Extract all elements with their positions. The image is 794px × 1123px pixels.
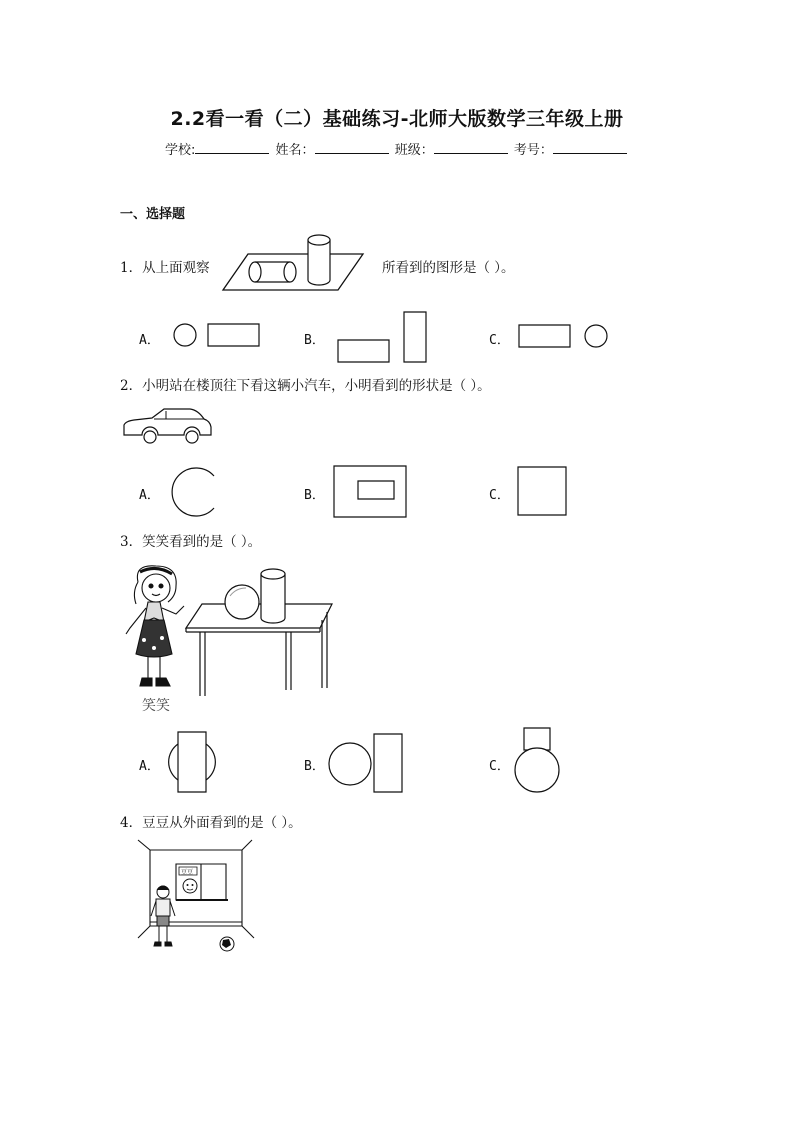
exam-no-blank[interactable] (553, 140, 627, 154)
q3-option-c-figure[interactable] (512, 726, 562, 796)
question-4-number: 4． (120, 815, 143, 831)
question-3-stem: 笑笑看到的是（ ）。 (142, 534, 262, 550)
question-2-number: 2． (120, 378, 143, 394)
q3-option-a-label[interactable]: A． (139, 759, 160, 774)
question-4-text (120, 811, 302, 831)
question-1-stem-b: 所看到的图形是（ ）。 (382, 260, 515, 276)
question-1-stem-a: 从上面观察 (142, 260, 210, 276)
q1-option-c-figure[interactable] (517, 323, 612, 349)
q2-option-c-figure[interactable] (517, 466, 569, 518)
q2-option-a-figure[interactable] (166, 466, 218, 518)
exam-no-label: 考号： (513, 143, 553, 158)
girl-illustration (126, 566, 184, 686)
q1-option-a-figure[interactable] (172, 322, 262, 348)
q3-figure-caption: 笑笑 (142, 698, 170, 714)
q3-option-c-label[interactable]: C． (489, 759, 510, 774)
section-heading: 一、选择题 (120, 207, 186, 222)
q2-option-a-label[interactable]: A． (139, 488, 160, 503)
q1-option-b-label[interactable]: B． (304, 333, 325, 348)
q1-option-b-figure[interactable] (336, 310, 428, 364)
q3-option-b-label[interactable]: B． (304, 759, 325, 774)
question-4-stem: 豆豆从外面看到的是（ ）。 (142, 815, 302, 831)
q1-option-a-label[interactable]: A． (139, 333, 160, 348)
class-blank[interactable] (434, 140, 508, 154)
q1-option-c-label[interactable]: C． (489, 333, 510, 348)
question-3-text (120, 530, 261, 550)
q4-room-window-figure (136, 838, 256, 956)
school-blank[interactable] (195, 140, 269, 154)
boy-illustration (151, 886, 175, 946)
q1-objects-on-mat-figure (220, 232, 365, 292)
page-title: 2.2看一看（二）基础练习-北师大版数学三年级上册 (170, 108, 624, 130)
q4-window-label: 豆豆 (181, 869, 194, 876)
student-info-line (165, 139, 629, 158)
q3-option-b-figure[interactable] (328, 732, 406, 794)
question-1-number: 1． (120, 260, 143, 276)
class-label: 班级： (394, 143, 434, 158)
name-blank[interactable] (315, 140, 389, 154)
school-label: 学校: (165, 143, 196, 158)
q2-car-figure (120, 405, 215, 447)
question-2-text (120, 374, 491, 394)
question-3-number: 3． (120, 534, 143, 550)
q3-option-a-figure[interactable] (168, 730, 218, 794)
q2-option-b-label[interactable]: B． (304, 488, 325, 503)
question-1-text-before (120, 256, 210, 276)
q2-option-b-figure[interactable] (333, 465, 408, 519)
q2-option-c-label[interactable]: C． (489, 488, 510, 503)
name-label: 姓名： (275, 143, 315, 158)
question-2-stem: 小明站在楼顶往下看这辆小汽车，小明看到的形状是（ ）。 (142, 378, 491, 394)
q3-girl-and-table-figure (118, 562, 338, 712)
